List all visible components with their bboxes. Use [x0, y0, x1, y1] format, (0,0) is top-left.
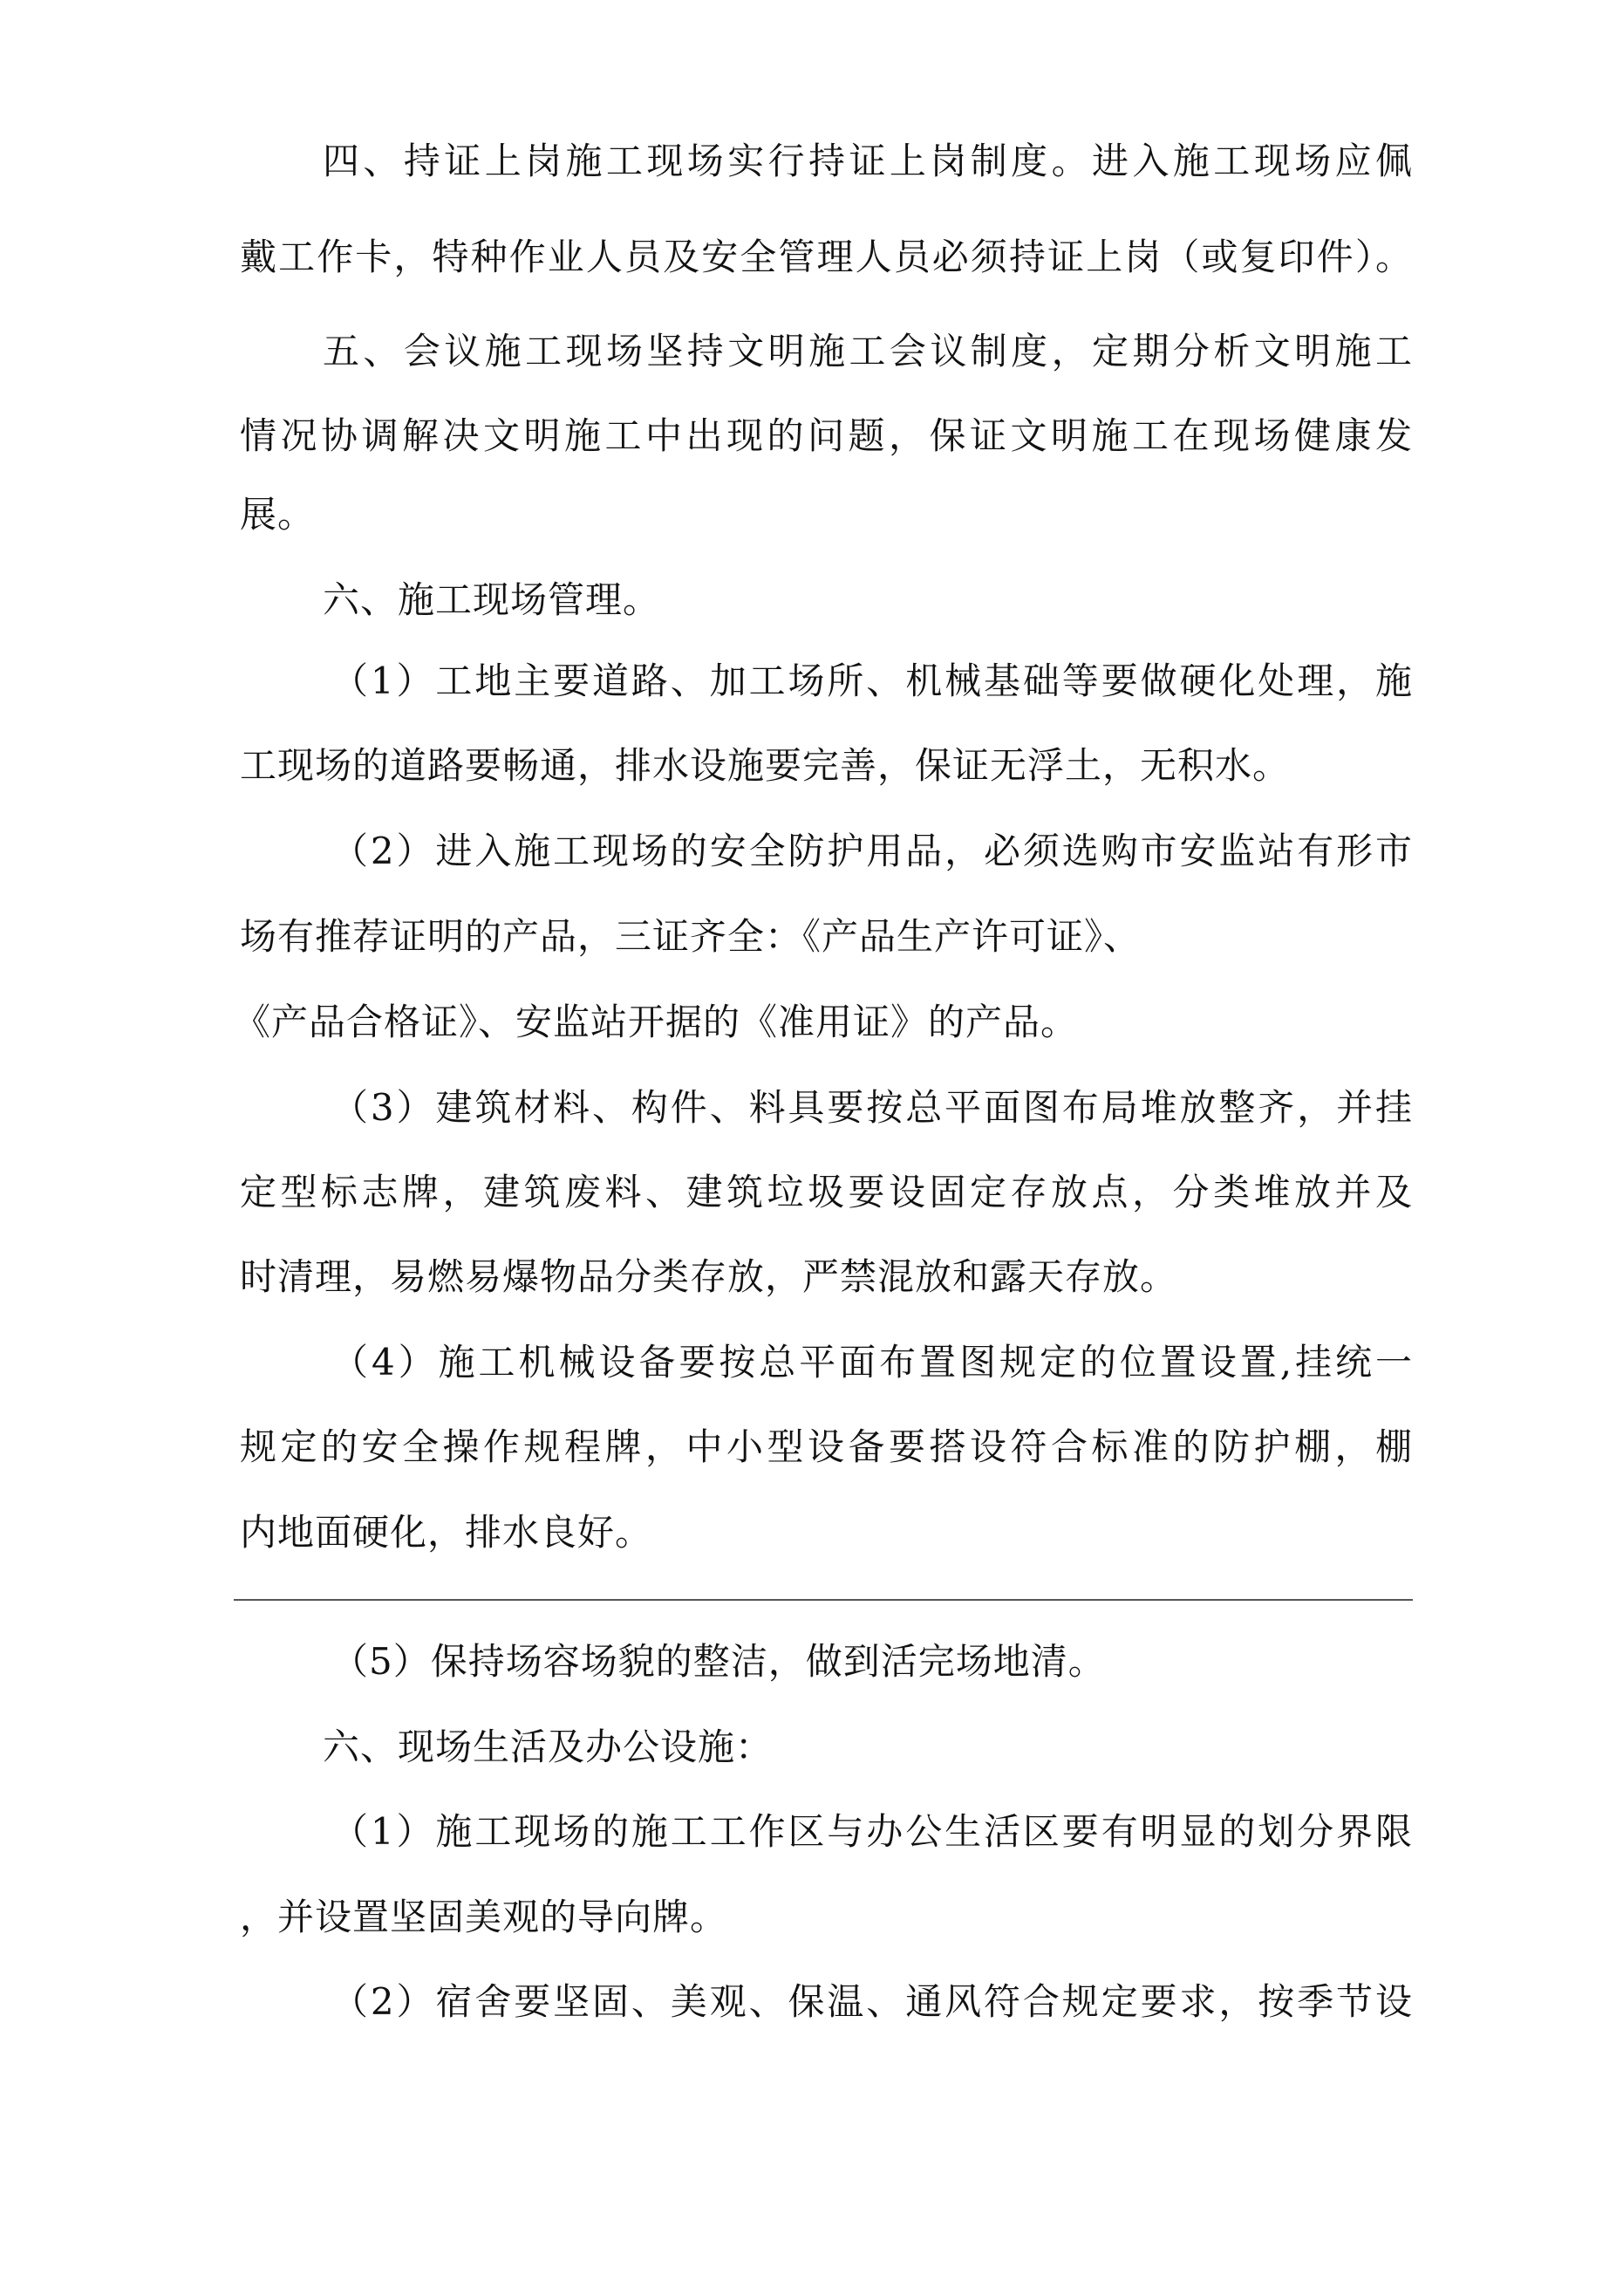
- item-3-line-2: 定型标志牌，建筑废料、建筑垃圾要设固定存放点，分类堆放并及: [240, 1171, 1413, 1213]
- item-3-line-3: 时清理，易燃易爆物品分类存放，严禁混放和露天存放。: [240, 1255, 1178, 1298]
- item-4-line-1: （4）施工机械设备要按总平面布置图规定的位置设置,挂统一: [331, 1341, 1413, 1384]
- item-4-line-3: 内地面硬化，排水良好。: [240, 1511, 653, 1554]
- item-1-line-1: （1）工地主要道路、加工场所、机械基础等要做硬化处理，施: [331, 659, 1413, 702]
- item-3-line-1: （3）建筑材料、构件、料具要按总平面图布局堆放整齐，并挂: [331, 1086, 1413, 1129]
- page-divider: [234, 1599, 1413, 1601]
- facility-1-line-2: ，并设置坚固美观的导向牌。: [240, 1896, 728, 1938]
- paragraph-4-line-1: 四、持证上岗施工现场实行持证上岗制度。进入施工现场应佩: [323, 140, 1413, 182]
- item-5-line-1: （5）保持场容场貌的整洁，做到活完场地清。: [331, 1640, 1106, 1683]
- paragraph-5-line-2: 情况协调解决文明施工中出现的问题，保证文明施工在现场健康发: [240, 414, 1413, 457]
- item-1-line-2: 工现场的道路要畅通，排水设施要完善，保证无浮土，无积水。: [240, 744, 1291, 787]
- paragraph-4-line-2: 戴工作卡，特种作业人员及安全管理人员必须持证上岗（或复印件）。: [240, 236, 1413, 278]
- item-2-line-2: 场有推荐证明的产品，三证齐全：《产品生产许可证》、: [240, 915, 1142, 958]
- item-4-line-2: 规定的安全操作规程牌，中小型设备要搭设符合标准的防护棚，棚: [240, 1425, 1413, 1468]
- paragraph-5-line-3: 展。: [240, 493, 316, 536]
- heading-living-office-facilities: 六、现场生活及办公设施：: [323, 1725, 774, 1768]
- heading-site-management: 六、施工现场管理。: [323, 578, 661, 621]
- facility-2-line-1: （2）宿舍要坚固、美观、保温、通风符合规定要求，按季节设: [331, 1980, 1413, 2023]
- paragraph-5-line-1: 五、会议施工现场坚持文明施工会议制度，定期分析文明施工: [323, 330, 1413, 372]
- item-2-line-1: （2）进入施工现场的安全防护用品，必须选购市安监站有形市: [331, 830, 1413, 872]
- item-2-line-3: 《产品合格证》、安监站开据的《准用证》的产品。: [234, 1001, 1079, 1043]
- facility-1-line-1: （1）施工现场的施工工作区与办公生活区要有明显的划分界限: [331, 1810, 1413, 1853]
